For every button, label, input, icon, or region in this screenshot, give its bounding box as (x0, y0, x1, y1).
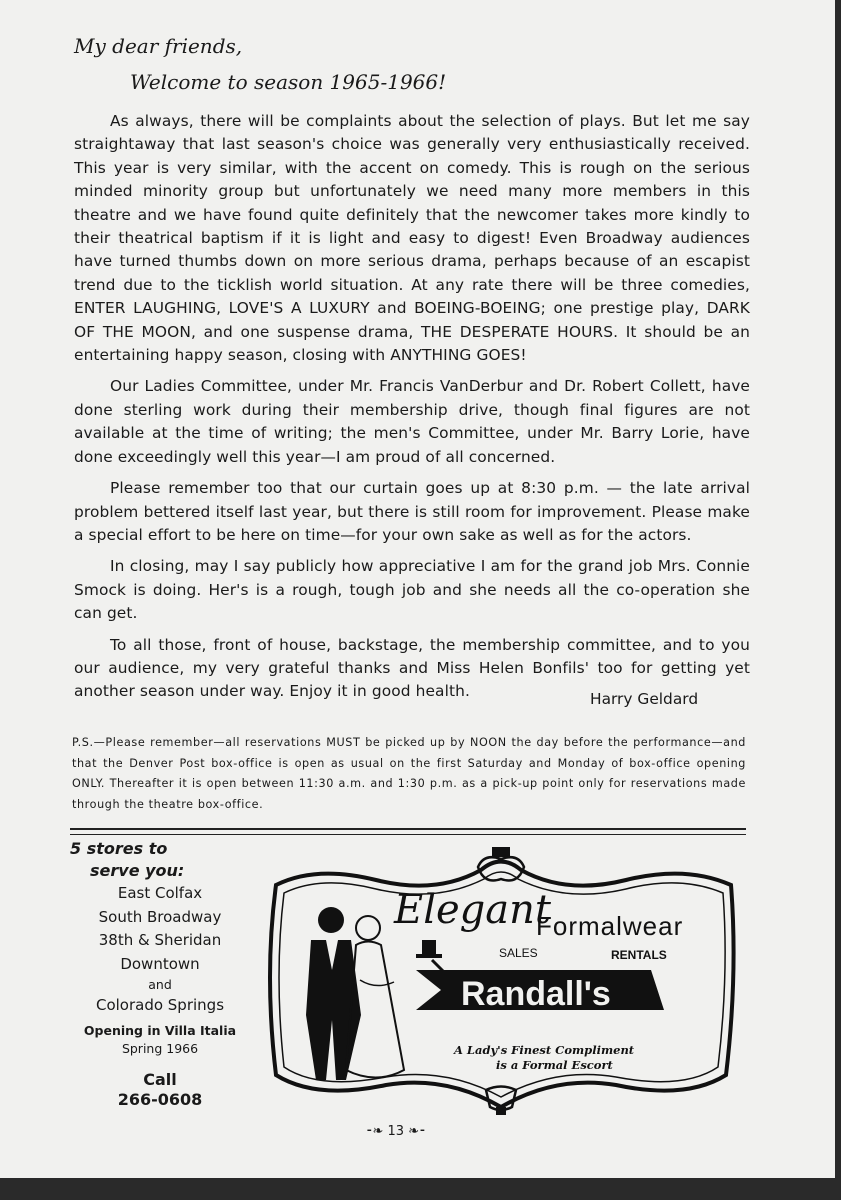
store-location-and: and (148, 977, 172, 992)
letter-paragraph: Please remember too that our curtain goes up at 8:30 p.m. — the late arrival problem bettered itself last year, but there is still room for improvement. Please make a special effort to be here on time—for your own sake as well as for the actors. (74, 479, 750, 544)
letter-paragraph: To all those, front of house, backstage, the membership committee, and to you our audience, my very grateful thanks and Miss Helen Bonfils' too for getting yet another season under way. Enjoy it in good health. (74, 635, 750, 701)
letter-paragraph: In closing, may I say publicly how appreciative I am for the grand job Mrs. Connie Smock is doing. Her's is a rough, tough job and she needs all the co-operation she can get. (74, 557, 750, 623)
tagline-line-2: is a Formal Escort (496, 1058, 613, 1072)
stores-header: 5 stores to (70, 839, 168, 858)
top-ornament-icon (478, 847, 524, 881)
stores-list (70, 838, 250, 1110)
divider-rule-thin (70, 834, 746, 835)
sales-text: SALES (499, 946, 538, 960)
rentals-text: RENTALS (611, 948, 667, 962)
store-location: South Broadway (98, 907, 222, 926)
store-location: Colorado Springs (95, 996, 225, 1014)
welcome-heading: Welcome to season 1965-1966! (130, 70, 447, 94)
store-location: East Colfax (117, 884, 203, 902)
brand-name: Randall's (461, 975, 611, 1013)
couple-illustration (306, 907, 404, 1080)
formalwear-text: Formalwear (536, 911, 684, 941)
signature: Harry Geldard (590, 690, 699, 708)
letter-body (74, 110, 750, 712)
letter-paragraph: As always, there will be complaints about the selection of plays. But let me say straightaway that last season's choice was generally very enthusiastically received. This year is very similar, with the accent on comedy. This is rough on the serious minded minority group but unfortunately we need many more members in this theatre and we have found quite definitely that the newcomer takes more kindly to their theatrical baptism if it is light and easy to digest! Even Broadway audiences have turned thumbs down on more serious drama, perhaps because of an escapist trend due to the ticklish world situation. At any rate there will be three comedies, ENTER LAUGHING, LOVE'S A LUXURY and BOEING-BOEING; one prestige play, DARK OF THE MOON, and one suspense drama, THE DESPERATE HOURS. It should be an entertaining happy season, closing with ANYTHING GOES! (74, 112, 750, 365)
elegant-script: Elegant (394, 887, 551, 933)
divider-rule (70, 828, 746, 830)
tagline-line-1: A Lady's Finest Compliment (454, 1043, 635, 1057)
left-ornament-icon: ⁃❧ (366, 1124, 388, 1139)
postscript: P.S.—Please remember—all reservations MUST be picked up by NOON the day before the performance—and that the Denver Post box-office is open as usual on the first Saturday and Monday of box-office opening ONLY. Thereafter it is open between 11:30 a.m. and 1:30 p.m. as a pick-up point only for reservations made through the theatre box-office. (72, 736, 746, 811)
randalls-advertisement (256, 845, 746, 1120)
right-ornament-icon: ❧⁃ (404, 1124, 426, 1139)
stores-header-2: serve you: (90, 861, 185, 880)
salutation: My dear friends, (74, 34, 243, 58)
store-location: 38th & Sheridan (98, 931, 222, 949)
opening-date: Spring 1966 (121, 1040, 199, 1056)
phone-number: 266-0608 (117, 1089, 203, 1109)
store-location: Downtown (120, 954, 200, 973)
opening-note: Opening in Villa Italia (83, 1022, 237, 1038)
letter-paragraph: Our Ladies Committee, under Mr. Francis VanDerbur and Dr. Robert Collett, have done sterling work during their membership drive, though final figures are not available at the time of writing; the men's Committee, under Mr. Barry Lorie, have done exceedingly well this year—I am proud of all concerned. (74, 377, 750, 466)
page-number-block (366, 1124, 426, 1139)
call-label: Call (143, 1069, 177, 1089)
page-number: 13 (387, 1124, 405, 1139)
